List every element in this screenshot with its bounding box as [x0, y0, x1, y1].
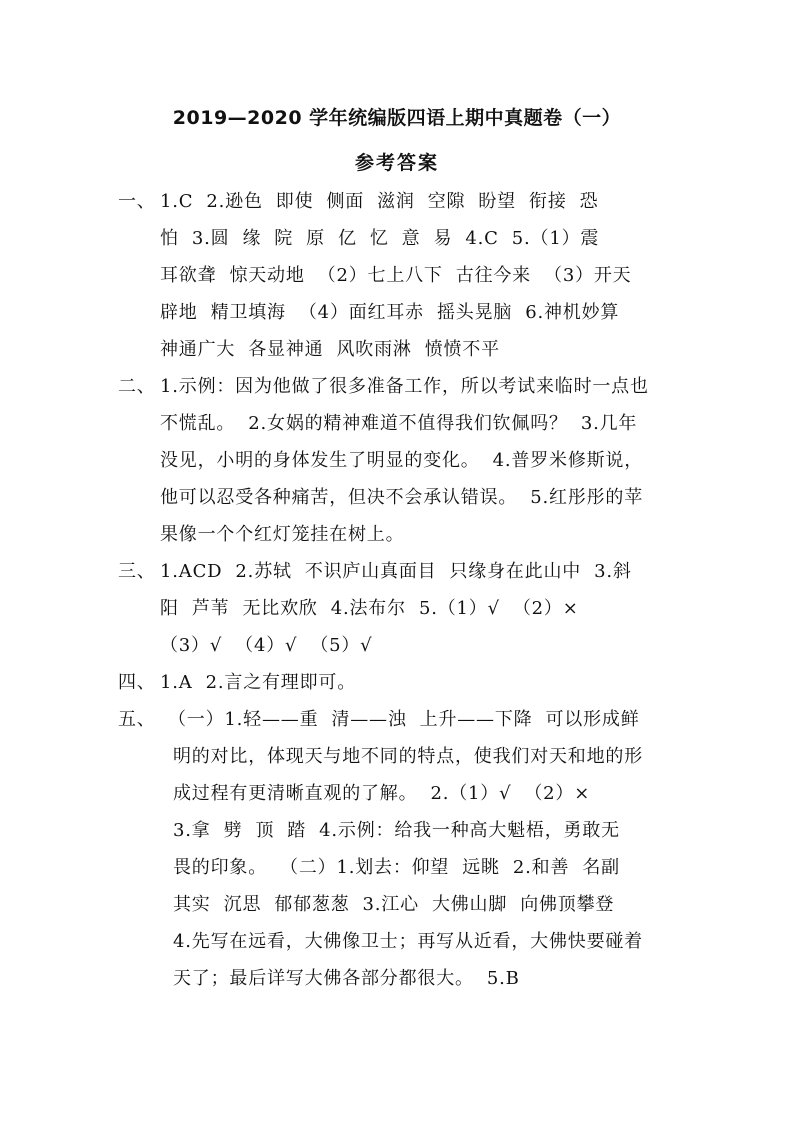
section-number: 二、: [118, 376, 156, 397]
answer-line: 神通广大 各显神通 风吹雨淋 愤愤不平: [160, 339, 500, 360]
answer-line: 其实 沉思 郁郁葱葱 3.江心 大佛山脚 向佛顶攀登: [173, 894, 615, 915]
answer-line: 他可以忍受各种痛苦，但决不会承认错误。 5.红彤彤的苹: [160, 487, 644, 508]
section-number: 一、: [118, 191, 156, 212]
section-number: 五、: [118, 709, 156, 730]
answer-line: 明的对比，体现天与地不同的特点，使我们对天和地的形: [173, 746, 643, 767]
answer-key-heading: 参考答案: [354, 152, 439, 174]
answer-line: 4.先写在远看，大佛像卫士；再写从近看，大佛快要碰着: [173, 931, 643, 952]
answer-line: 成过程有更清晰直观的了解。 2.（1）√ （2）×: [173, 783, 591, 804]
answer-line: 1.ACD 2.苏轼 不识庐山真面目 只缘身在此山中 3.斜: [160, 561, 632, 582]
answer-line: 不慌乱。 2.女娲的精神难道不值得我们钦佩吗？ 3.几年: [160, 413, 638, 434]
answer-line: 畏的印象。 （二）1.划去：仰望 远眺 2.和善 名副: [173, 857, 620, 878]
section-number: 四、: [118, 672, 156, 693]
document-title: 2019—2020 学年统编版四语上期中真题卷（一）: [172, 107, 622, 129]
answer-line: 耳欲聋 惊天动地 （2）七上八下 古往今来 （3）开天: [160, 265, 632, 286]
answer-line: 3.拿 劈 顶 踏 4.示例：给我一种高大魁梧，勇敢无: [173, 820, 620, 841]
section-number: 三、: [118, 561, 156, 582]
answer-line: 怕 3.圆 缘 院 原 亿 忆 意 易 4.C 5.（1）震: [160, 228, 600, 249]
answer-line: （3）√ （4）√ （5）√: [160, 635, 373, 656]
answer-line: 1.A 2.言之有理即可。: [160, 672, 356, 693]
answer-line: 阳 芦苇 无比欢欣 4.法布尔 5.（1）√ （2）×: [160, 598, 579, 619]
answer-line: 果像一个个红灯笼挂在树上。: [160, 524, 405, 545]
answer-line: 辟地 精卫填海 （4）面红耳赤 摇头晃脑 6.神机妙算: [160, 302, 620, 323]
answer-line: 1.示例：因为他做了很多准备工作，所以考试来临时一点也: [160, 376, 649, 397]
answer-line: （一）1.轻——重 清——浊 上升——下降 可以形成鲜: [168, 709, 640, 730]
answer-line: 天了；最后详写大佛各部分都很大。 5.B: [173, 968, 520, 989]
answer-line: 没见，小明的身体发生了明显的变化。 4.普罗米修斯说，: [160, 450, 644, 471]
answer-line: 1.C 2.逊色 即使 侧面 滋润 空隙 盼望 衔接 恐: [160, 191, 599, 212]
